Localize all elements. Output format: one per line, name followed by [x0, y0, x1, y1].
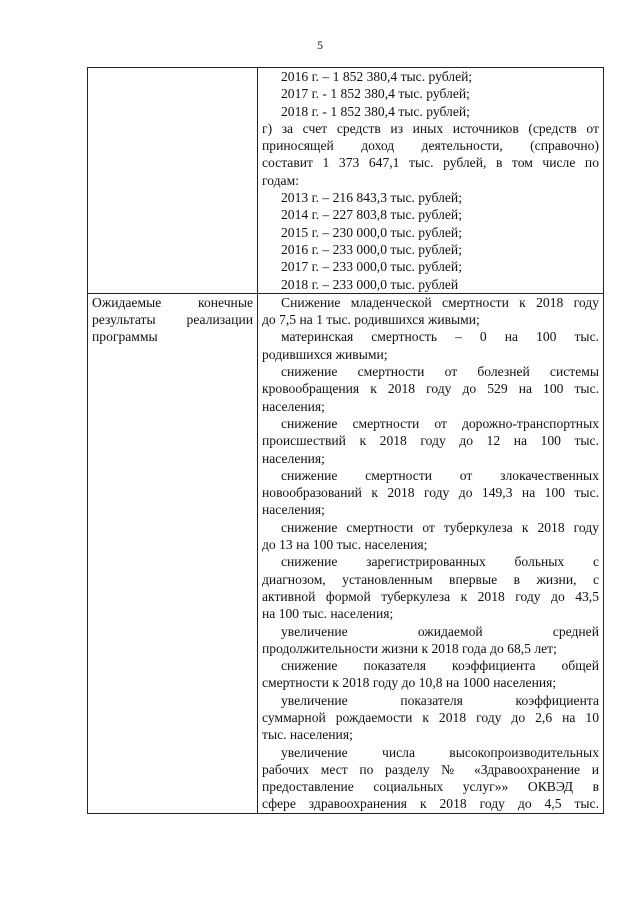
page-number: 5: [317, 38, 323, 52]
result-line: до 7,5 на 1 тыс. родившихся живыми;: [262, 312, 480, 328]
result-line: продолжительности жизни к 2018 года до 68,5 лет;: [262, 640, 557, 656]
result-item: [262, 294, 599, 329]
other-sources-line: годам:: [262, 172, 299, 188]
result-line: на 100 тыс. населения;: [262, 606, 394, 622]
result-line: населения;: [262, 450, 325, 466]
result-line: населения;: [262, 502, 325, 518]
result-item: [262, 692, 599, 744]
result-item: [262, 623, 599, 658]
results-label-cell: [88, 293, 258, 813]
result-line: суммарной рождаемости к 2018 году до 2,6 на 10: [262, 709, 599, 725]
result-line: населения;: [262, 398, 325, 414]
other-sources-line: составит 1 373 647,1 тыс. рублей, в том числе по: [262, 155, 599, 171]
funding-year-line: 2016 г. – 233 000,0 тыс. рублей;: [281, 241, 462, 257]
result-item: [262, 415, 599, 467]
funding-year-line: 2014 г. – 227 803,8 тыс. рублей;: [281, 207, 462, 223]
result-item: [262, 328, 599, 363]
result-line: происшествий к 2018 году до 12 на 100 тыс.: [262, 433, 599, 449]
funding-year-line: 2017 г. - 1 852 380,4 тыс. рублей;: [281, 86, 470, 102]
funding-year-line: 2016 г. – 1 852 380,4 тыс. рублей;: [281, 69, 473, 84]
results-label-line: Ожидаемые конечные: [92, 294, 253, 310]
result-line: увеличение ожидаемой средней: [281, 623, 599, 639]
funding-year-line: 2015 г. – 230 000,0 тыс. рублей;: [281, 224, 462, 240]
funding-year-line: 2018 г. - 1 852 380,4 тыс. рублей;: [281, 103, 470, 119]
results-label-line: программы: [92, 329, 158, 345]
results-label-line: результаты реализации: [92, 312, 253, 328]
result-line: сфере здравоохранения к 2018 году до 4,5 тыс.: [262, 796, 599, 812]
result-line: снижение смертности от болезней системы: [281, 364, 599, 380]
funding-year-line: 2018 г. – 233 000,0 тыс. рублей: [281, 276, 459, 292]
result-line: смертности к 2018 году до 10,8 на 1000 населения;: [262, 675, 557, 691]
result-line: предоставление социальных услуг»» ОКВЭД в: [262, 779, 599, 795]
result-item: [262, 467, 599, 519]
result-line: активной формой туберкулеза к 2018 году до 43,5: [262, 588, 599, 604]
result-line: рабочих мест по разделу № «Здравоохранение и: [262, 761, 599, 777]
result-item: [262, 363, 599, 415]
funding-row: [88, 68, 604, 294]
result-line: снижение смертности от туберкулеза к 2018 году: [281, 519, 599, 535]
funding-year-line: 2017 г. – 233 000,0 тыс. рублей;: [281, 259, 462, 275]
result-line: диагнозом, установленным впервые в жизни, с: [262, 571, 599, 587]
other-sources-line: г) за счет средств из иных источников (средств от: [262, 120, 599, 136]
result-line: материнская смертность – 0 на 100 тыс.: [281, 329, 599, 345]
result-line: снижение зарегистрированных больных с: [281, 554, 599, 570]
result-line: снижение показателя коэффициента общей: [281, 658, 599, 674]
result-line: Снижение младенческой смертности к 2018 году: [281, 294, 599, 310]
result-line: увеличение числа высокопроизводительных: [281, 744, 599, 760]
result-line: тыс. населения;: [262, 727, 353, 743]
result-line: кровообращения к 2018 году до 529 на 100 тыс.: [262, 381, 599, 397]
result-item: [262, 553, 599, 622]
result-line: увеличение показателя коэффициента: [281, 692, 599, 708]
results-text-cell: [258, 293, 604, 813]
funding-year-line: 2013 г. – 216 843,3 тыс. рублей;: [281, 190, 462, 206]
passport-table: [87, 67, 604, 814]
result-item: [262, 519, 599, 554]
result-line: новообразований к 2018 году до 149,3 на 100 тыс.: [262, 485, 599, 501]
funding-text-cell: [258, 68, 604, 294]
result-line: снижение смертности от дорожно-транспортных: [281, 415, 599, 431]
funding-label-cell: [88, 68, 258, 294]
result-line: до 13 на 100 тыс. населения;: [262, 537, 428, 553]
result-line: родившихся живыми;: [262, 346, 388, 362]
result-item: [262, 744, 599, 813]
other-sources-line: приносящей доход деятельности, (справочно): [262, 138, 599, 154]
result-line: снижение смертности от злокачественных: [281, 467, 599, 483]
result-item: [262, 657, 599, 692]
results-row: [88, 293, 604, 813]
